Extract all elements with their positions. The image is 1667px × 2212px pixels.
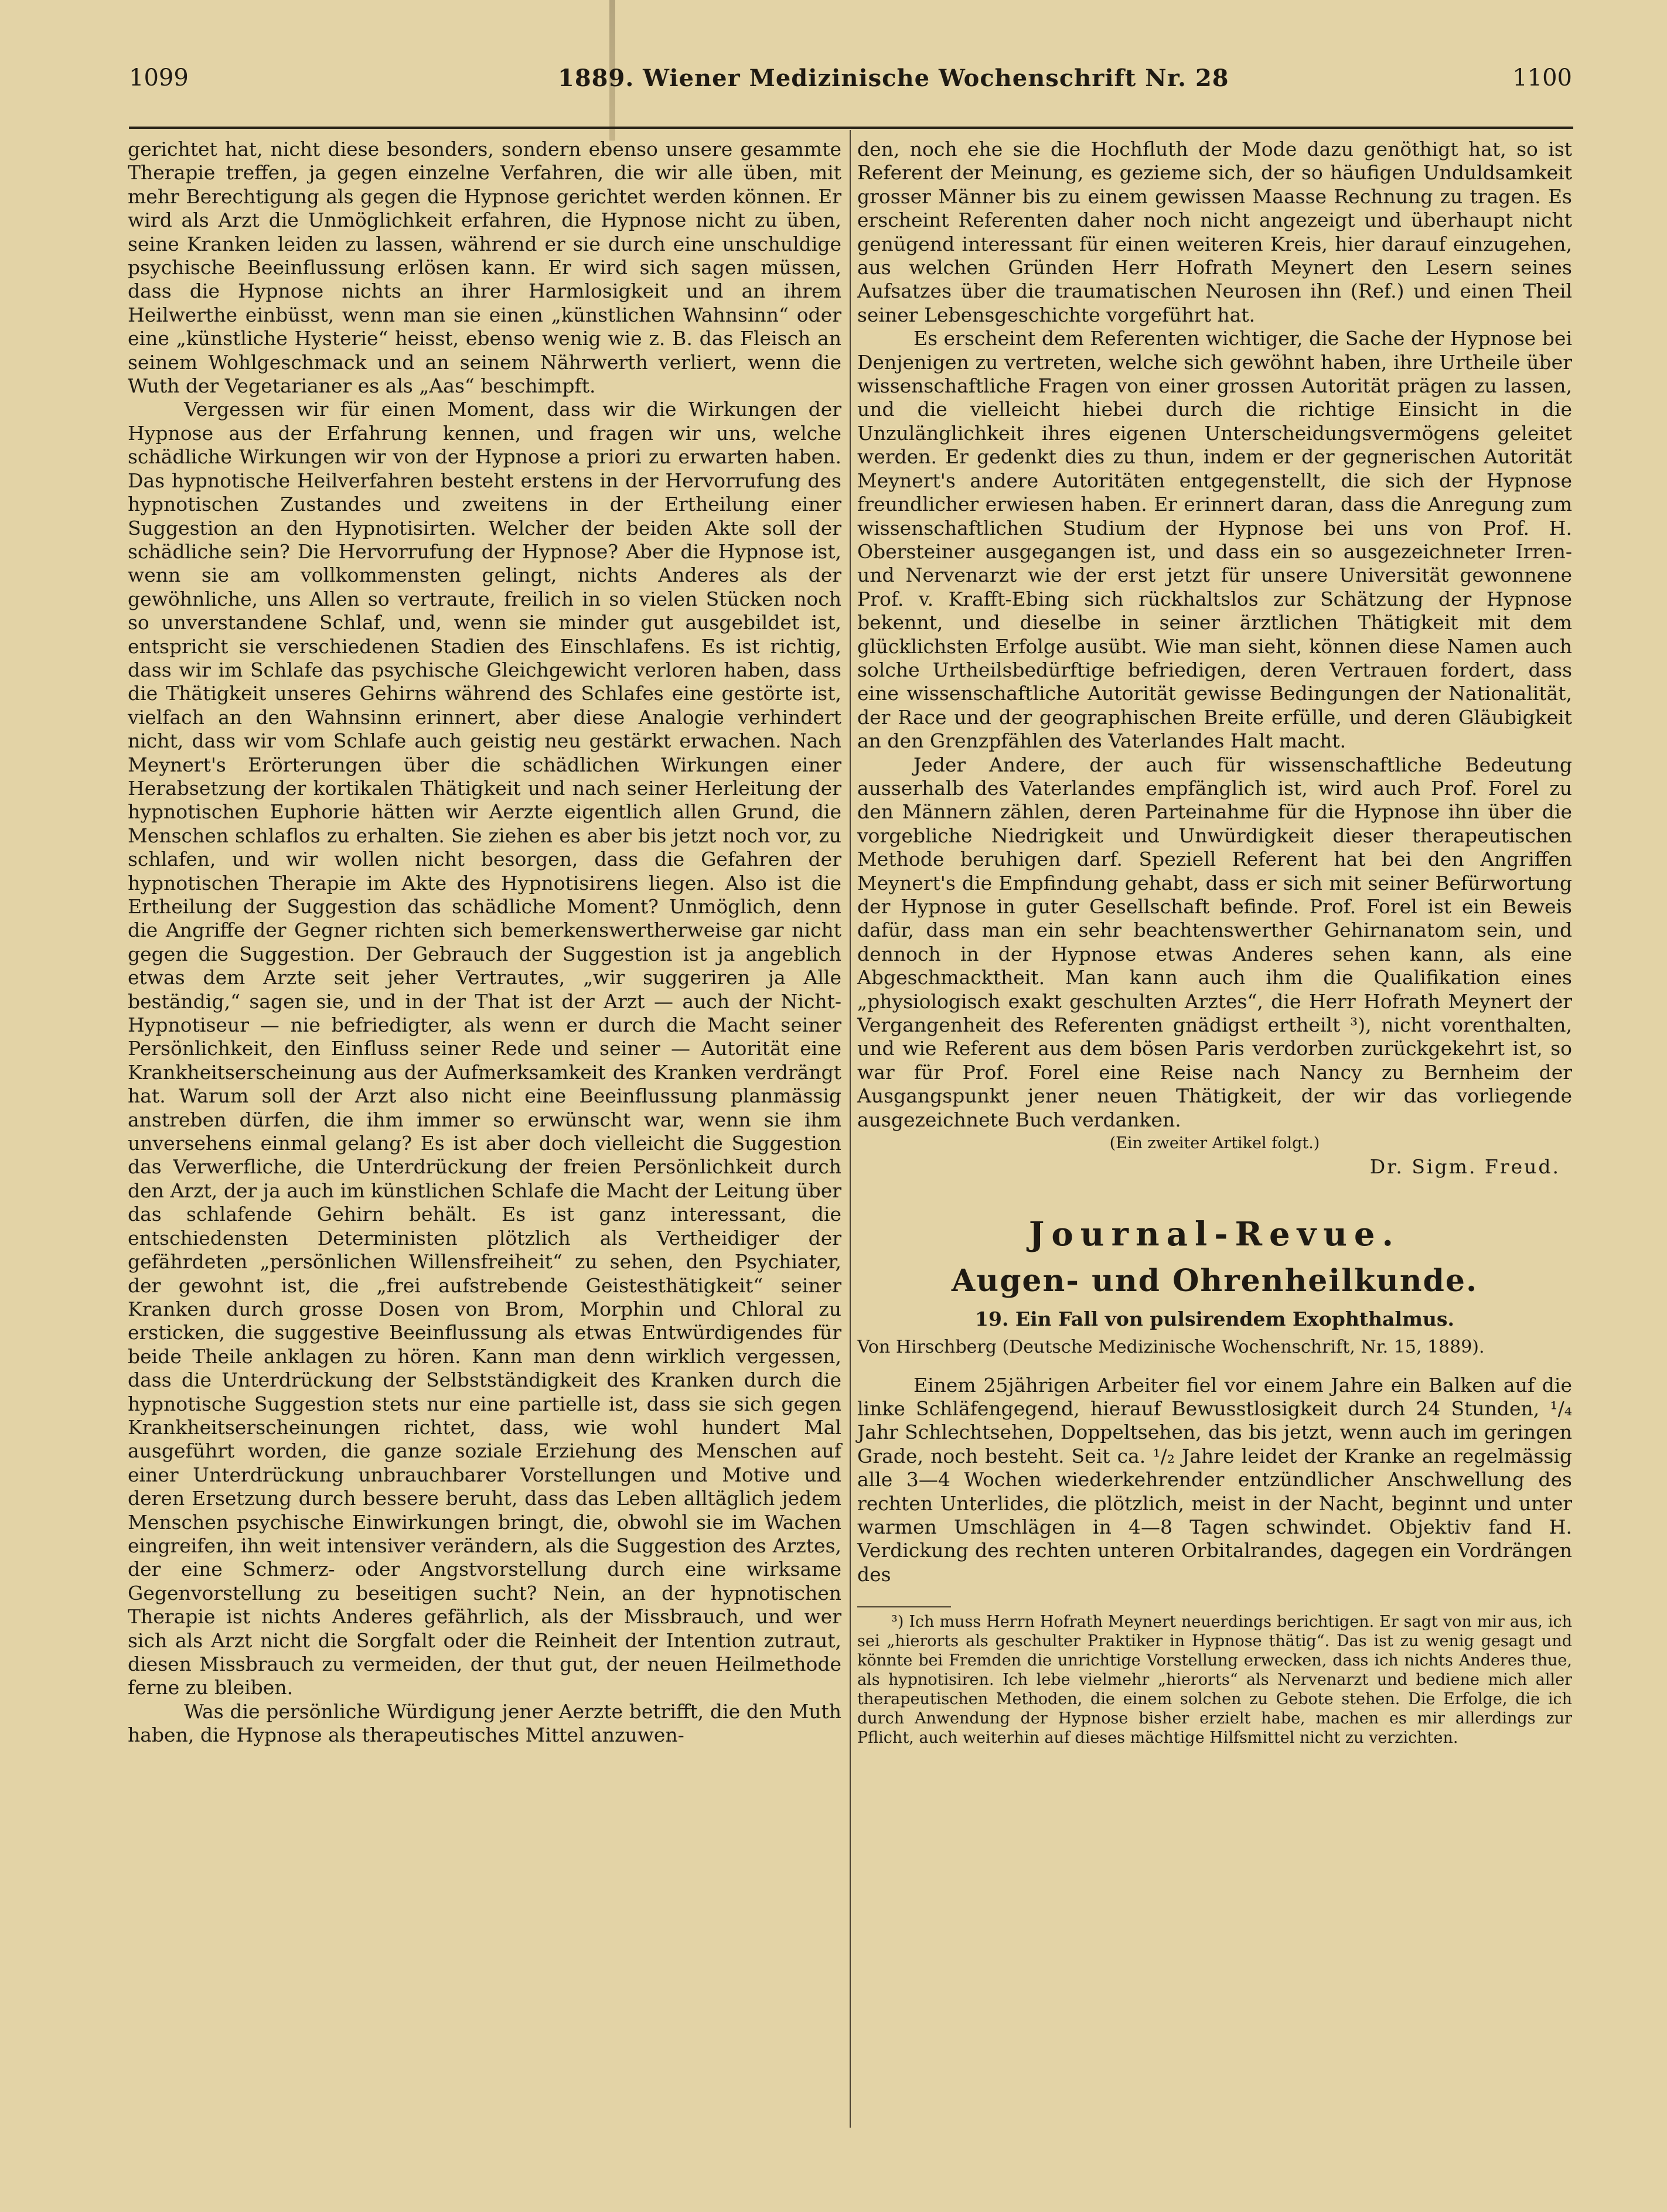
page-number-right: 1100 (1512, 64, 1572, 91)
right-column (857, 138, 1572, 1747)
paragraph: Einem 25jährigen Arbeiter fiel vor einem Jahre ein Balken auf die linke Schläfengegend, hierauf Bewusstlosigkeit durch 24 Stunden, ¹/₄ Jahr Schlechtsehen, Doppeltsehen, das bis jetzt, wenn auch im geringen Grade, noch besteht. Seit ca. ¹/₂ Jahre leidet der Kranke an regelmässig alle 3—4 Wochen wiederkehrender entzündlicher Anschwellung des rechten Unterlides, die plötzlich, meist in der Nacht, beginnt und unter warmen Umschlägen in 4—8 Tagen schwindet. Objektiv fand H. Verdickung des rechten unteren Orbitalrandes, dagegen ein Vordrängen des (857, 1373, 1572, 1586)
subsection-title: Augen- und Ohrenheilkunde. (951, 1263, 1478, 1299)
author-signature: Dr. Sigm. Freud. (1369, 1155, 1560, 1179)
paragraph: Es erscheint dem Referenten wichtiger, die Sache der Hypnose bei Denjenigen zu vertreten, welche sich gewöhnt haben, ihre Urtheile über wissenschaftliche Fragen von einer grossen Autorität prägen zu lassen, und die vielleicht hiebei durch die richtige Einsicht in die Unzulänglichkeit ihres eigenen Unterscheidungsvermögens geleitet werden. Er gedenkt dies zu thun, indem er der gegnerischen Autorität Meynert's andere Autoritäten entgegenstellt, die sich der Hypnose freundlicher erwiesen haben. Er erinnert daran, dass die Anregung zum wissenschaftlichen Studium der Hypnose bei uns von Prof. H. Obersteiner ausgegangen ist, und dass ein so ausgezeichneter Irren- und Nervenarzt wie der erst jetzt für unsere Universität gewonnene Prof. v. Krafft-Ebing sich rückhaltslos zur Schätzung der Hypnose bekennt, und dieselbe in seiner ärztlichen Thätigkeit mit dem glücklichsten Erfolge ausübt. Wie man sieht, können diese Namen auch solche Urtheilsbedürftige befriedigen, deren Vertrauen fordert, dass eine wissenschaftliche Autorität gewisse Bedingungen der Nationalität, der Race und der geographischen Breite erfülle, und deren Gläubigkeit an den Grenzpfählen des Vaterlandes Halt macht. (857, 327, 1572, 753)
footnote-rule (857, 1606, 951, 1607)
page-number-left: 1099 (129, 64, 189, 91)
page-header (0, 64, 1667, 105)
case-title: 19. Ein Fall von pulsirendem Exophthalmus. (975, 1307, 1454, 1330)
column-divider (850, 130, 851, 2128)
paragraph: gerichtet hat, nicht diese besonders, sondern ebenso unsere gesammte Therapie treffen, ja gegen einzelne Verfahren, die wir alle üben, mit mehr Berechtigung als gegen die Hypnose gerichtet werden können. Er wird als Arzt die Unmöglichkeit erfahren, die Hypnose nicht zu üben, seine Kranken leiden zu lassen, während er sie durch eine unschuldige psychische Beeinflussung erlösen kann. Er wird sich sagen müssen, dass die Hypnose nichts an ihrer Harmlosigkeit und an ihrem Heilwerthe einbüsst, wenn man sie einen „künstlichen Wahnsinn“ oder eine „künstliche Hysterie“ heisst, ebenso wenig wie z. B. das Fleisch an seinem Wohlgeschmack und an seinem Nährwerth verliert, wenn die Wuth der Vegetarianer es als „Aas“ beschimpft. (128, 138, 841, 398)
footnote (857, 1612, 1572, 1747)
header-rule (129, 127, 1573, 129)
paragraph: Vergessen wir für einen Moment, dass wir die Wirkungen der Hypnose aus der Erfahrung kennen, und fragen wir uns, welche schädliche Wirkungen wir von der Hypnose a priori zu erwarten haben. Das hypnotische Heilverfahren besteht erstens in der Hervorrufung des hypnotischen Zustandes und zweitens in der Ertheilung einer Suggestion an den Hypnotisirten. Welcher der beiden Akte soll der schädliche sein? Die Hervorrufung der Hypnose? Aber die Hypnose ist, wenn sie am vollkommensten gelingt, nichts Anderes als der gewöhnliche, uns Allen so vertraute, freilich in so vielen Stücken noch so unverstandene Schlaf, und, wenn sie minder gut ausgebildet ist, entspricht sie verschiedenen Stadien des Einschlafens. Es ist richtig, dass wir im Schlafe das psychische Gleichgewicht verloren haben, dass die Thätigkeit unseres Gehirns während des Schlafes eine gestörte ist, vielfach an den Wahnsinn erinnert, aber diese Analogie verhindert nicht, dass wir vom Schlafe auch geistig neu gestärkt erwachen. Nach Meynert's Erörterungen über die schädlichen Wirkungen einer Herabsetzung der kortikalen Thätigkeit und nach seiner Herleitung der hypnotischen Euphorie hätten wir Aerzte eigentlich allen Grund, die Menschen schlaflos zu erhalten. Sie ziehen es aber bis jetzt noch vor, zu schlafen, und wir wollen nicht besorgen, dass die Gefahren der hypnotischen Therapie im Akte des Hypnotisirens liegen. Also ist die Ertheilung der Suggestion das schädliche Moment? Unmöglich, denn die Angriffe der Gegner richten sich bemerkenswertherweise gar nicht gegen die Suggestion. Der Gebrauch der Suggestion ist ja angeblich etwas dem Arzte seit jeher Vertrautes, „wir suggeriren ja Alle beständig,“ sagen sie, und in der That ist der Arzt — auch der Nicht-Hypnotiseur — nie befriedigter, als wenn er durch die Macht seiner Persönlichkeit, den Einfluss seiner Rede und seiner — Autorität eine Krankheitserscheinung aus der Aufmerksamkeit des Kranken verdrängt hat. Warum soll der Arzt also nicht eine Beeinflussung planmässig anstreben dürfen, die ihm immer so erwünscht war, wenn sie ihm unversehens einmal gelang? Es ist aber doch vielleicht die Suggestion das Verwerfliche, die Unterdrückung der freien Persönlichkeit durch den Arzt, der ja auch im künstlichen Schlafe die Macht der Leitung über das schlafende Gehirn behält. Es ist ganz interessant, die entschiedensten Deterministen plötzlich als Vertheidiger der gefährdeten „persönlichen Willensfreiheit“ zu sehen, den Psychiater, der gewohnt ist, die „frei aufstrebende Geistesthätigkeit“ seiner Kranken durch grosse Dosen von Brom, Morphin und Chloral zu ersticken, die suggestive Beeinflussung als etwas Entwürdigendes für beide Theile anklagen zu hören. Kann man denn wirklich vergessen, dass die Unterdrückung der Selbstständigkeit des Kranken durch die hypnotische Suggestion stets nur eine partielle ist, dass sie sich gegen Krankheitserscheinungen richtet, dass, wie wohl hundert Mal ausgeführt worden, die ganze soziale Erziehung des Menschen auf einer Unterdrückung unbrauchbarer Vorstellungen und Motive und deren Ersetzung durch bessere beruht, dass das Leben alltäglich jedem Menschen psychische Einwirkungen bringt, die, obwohl sie im Wachen eingreifen, ihn weit intensiver verändern, als die Suggestion des Arztes, der eine Schmerz- oder Angstvorstellung durch eine wirksame Gegenvorstellung zu beseitigen sucht? Nein, an der hypnotischen Therapie ist nichts Anderes gefährlich, als der Missbrauch, und wer sich als Arzt nicht die Sorgfalt oder die Reinheit der Intention zutraut, diesen Missbrauch zu vermeiden, der thut gut, der neuen Heilmethode ferne zu bleiben. (128, 398, 841, 1699)
paragraph: Was die persönliche Würdigung jener Aerzte betrifft, die den Muth haben, die Hypnose als therapeutisches Mittel anzuwen- (128, 1699, 841, 1747)
case-source: Von Hirschberg (Deutsche Medizinische Wochenschrift, Nr. 15, 1889). (857, 1337, 1485, 1358)
footnote-text: ³) Ich muss Herrn Hofrath Meynert neuerdings berichtigen. Er sagt von mir aus, ich sei „hierorts als geschulter Praktiker in Hypnose thätig“. Das ist zu wenig gesagt und könnte bei Fremden die unrichtige Vorstellung erwecken, dass ich nichts Anderes thue, als hypnotisiren. Ich lebe vielmehr „hierorts“ als Nervenarzt und bediene mich aller therapeutischen Methoden, die einem solchen zu Gebote stehen. Die Erfolge, die ich durch Anwendung der Hypnose bisher erzielt habe, machen es mir allerdings zur Pflicht, auch weiterhin auf dieses mächtige Hilfsmittel nicht zu verzichten. (857, 1613, 1572, 1747)
paragraph: den, noch ehe sie die Hochfluth der Mode dazu genöthigt hat, so ist Referent der Meinung, es gezieme sich, der so häufigen Unduldsamkeit grosser Männer bis zu einem gewissen Maasse Rechnung zu tragen. Es erscheint Referenten daher noch nicht angezeigt und überhaupt nicht genügend interessant für einen weiteren Kreis, hier darauf einzugehen, aus welchen Gründen Herr Hofrath Meynert den Lesern seines Aufsatzes über die traumatischen Neurosen ihn (Ref.) und einen Theil seiner Lebensgeschichte vorgeführt hat. (857, 138, 1572, 326)
continuation-note: (Ein zweiter Artikel folgt.) (1109, 1134, 1320, 1153)
section-title: Journal-Revue. (1028, 1214, 1401, 1254)
left-column (128, 138, 841, 1747)
journal-title: 1889. Wiener Medizinische Wochenschrift Nr. 28 (558, 64, 1229, 92)
paragraph: Jeder Andere, der auch für wissenschaftliche Bedeutung ausserhalb des Vaterlandes empfänglich ist, wird auch Prof. Forel zu den Männern zählen, deren Parteinahme für die Hypnose ihn über die vorgebliche Niedrigkeit und Unwürdigkeit dieser therapeutischen Methode beruhigen darf. Speziell Referent hat bei den Angriffen Meynert's die Empfindung gehabt, dass er sich mit seiner Befürwortung der Hypnose in guter Gesellschaft befinde. Prof. Forel ist ein Beweis dafür, dass man ein sehr beachtenswerther Gehirnanatom sein, und dennoch in der Hypnose etwas Anderes sehen kann, als eine Abgeschmacktheit. Man kann auch ihm die Qualifikation eines „physiologisch exakt geschulten Arztes“, die Herr Hofrath Meynert der Vergangenheit des Referenten gnädigst ertheilt ³), nicht vorenthalten, und wie Referent aus dem bösen Paris verdorben zurückgekehrt ist, so war für Prof. Forel eine Reise nach Nancy zu Bernheim der Ausgangspunkt jener neuen Thätigkeit, der wir das vorliegende ausgezeichnete Buch verdanken. (857, 753, 1572, 1131)
